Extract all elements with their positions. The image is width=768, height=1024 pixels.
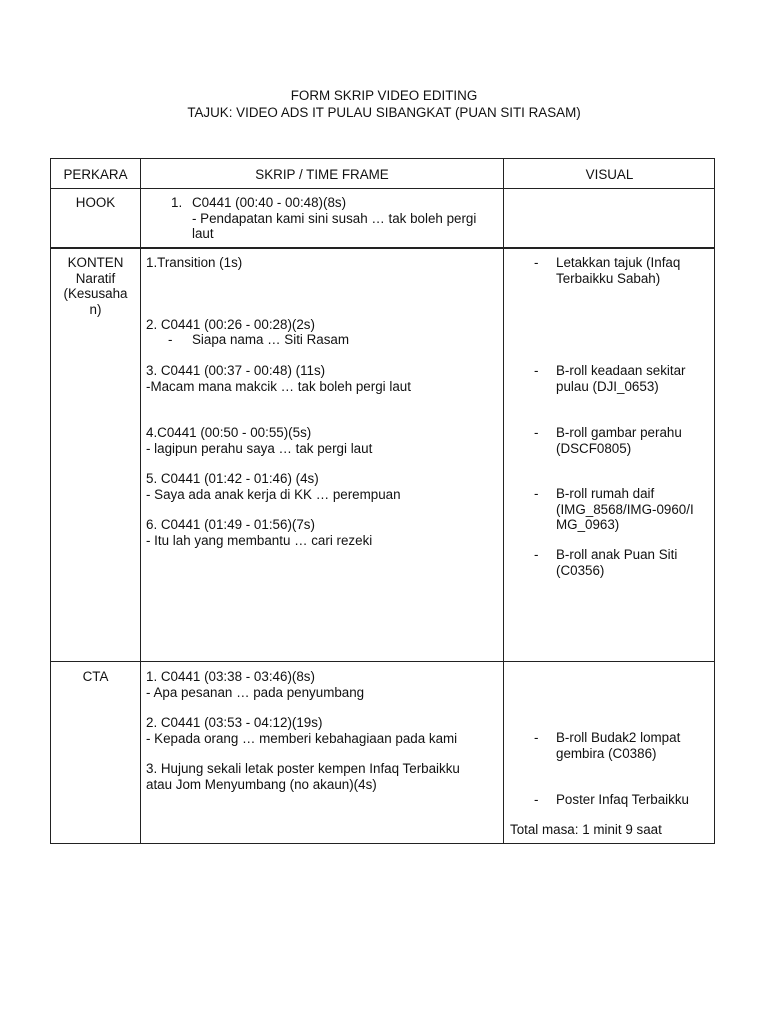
visual-line: B-roll Budak2 lompat	[556, 730, 681, 745]
script-table	[50, 158, 715, 844]
script-line: 6. C0441 (01:49 - 01:56)(7s)	[146, 517, 315, 532]
visual-line: B-roll gambar perahu	[556, 425, 682, 440]
visual-line: B-roll anak Puan Siti	[556, 547, 678, 562]
dash-bullet: -	[168, 332, 173, 347]
row-label-cta: CTA	[82, 669, 109, 684]
row-divider	[51, 247, 714, 249]
total-duration: Total masa: 1 minit 9 saat	[510, 822, 662, 837]
list-number: 1.	[171, 195, 183, 210]
visual-line: (IMG_8568/IMG-0960/I	[556, 501, 694, 517]
row-label-hook: HOOK	[75, 195, 116, 210]
visual-line: B-roll rumah daif	[556, 486, 655, 501]
script-line: - Kepada orang … memberi kebahagiaan pada kami	[146, 730, 458, 746]
column-header-visual: VISUAL	[585, 167, 634, 182]
script-line: -Macam mana makcik … tak boleh pergi laut	[146, 378, 411, 394]
dash-bullet: -	[534, 425, 539, 440]
script-line: 5. C0441 (01:42 - 01:46) (4s)	[146, 471, 319, 486]
script-line: 3. Hujung sekali letak poster kempen Infaq Terbaikku	[146, 761, 460, 776]
row-divider	[51, 188, 714, 189]
script-line: 1.Transition (1s)	[146, 255, 243, 270]
script-line: 4.C0441 (00:50 - 00:55)(5s)	[146, 425, 312, 440]
script-line: 1. C0441 (03:38 - 03:46)(8s)	[146, 669, 315, 684]
cta-script	[146, 669, 501, 839]
script-line: - Apa pesanan … pada penyumbang	[146, 684, 365, 700]
konten-visual	[504, 255, 715, 655]
hook-quote-cont: laut	[192, 226, 214, 241]
column-divider	[140, 159, 141, 843]
dash-bullet: -	[534, 547, 539, 562]
visual-line: MG_0963)	[556, 517, 620, 532]
script-line: - Itu lah yang membantu … cari rezeki	[146, 532, 373, 548]
script-line: - Saya ada anak kerja di KK … perempuan	[146, 486, 401, 502]
visual-line: pulau (DJI_0653)	[556, 378, 659, 394]
document-title: FORM SKRIP VIDEO EDITING	[290, 88, 478, 103]
column-header-skrip: SKRIP / TIME FRAME	[255, 167, 389, 182]
row-label-line: (Kesusaha	[63, 286, 128, 301]
visual-line: Terbaikku Sabah)	[556, 270, 661, 286]
row-label-line: Naratif	[75, 270, 116, 286]
row-label-line: KONTEN	[67, 255, 124, 270]
visual-line: gembira (C0386)	[556, 745, 657, 761]
hook-clip: C0441 (00:40 - 00:48)(8s)	[192, 195, 347, 210]
script-line: Siapa nama … Siti Rasam	[192, 332, 350, 347]
row-label-line: n)	[89, 301, 102, 317]
dash-bullet: -	[534, 730, 539, 745]
visual-line: B-roll keadaan sekitar	[556, 363, 686, 378]
script-line: - lagipun perahu saya … tak pergi laut	[146, 440, 373, 456]
visual-line: Letakkan tajuk (Infaq	[556, 255, 681, 270]
script-line: 2. C0441 (03:53 - 04:12)(19s)	[146, 715, 323, 730]
visual-line: (C0356)	[556, 562, 605, 578]
script-line: atau Jom Menyumbang (no akaun)(4s)	[146, 776, 377, 792]
dash-bullet: -	[534, 486, 539, 501]
hook-quote: - Pendapatan kami sini susah … tak boleh pergi	[192, 210, 477, 226]
row-divider	[51, 661, 714, 662]
script-line: 3. C0441 (00:37 - 00:48) (11s)	[146, 363, 326, 378]
dash-bullet: -	[534, 792, 539, 807]
konten-script	[146, 255, 501, 655]
document-subtitle: TAJUK: VIDEO ADS IT PULAU SIBANGKAT (PUAN SITI RASAM)	[187, 105, 581, 120]
cta-visual	[504, 669, 715, 844]
column-header-perkara: PERKARA	[63, 167, 128, 182]
visual-line: (DSCF0805)	[556, 440, 632, 456]
dash-bullet: -	[534, 363, 539, 378]
visual-line: Poster Infaq Terbaikku	[556, 792, 689, 807]
script-line: 2. C0441 (00:26 - 00:28)(2s)	[146, 317, 315, 332]
row-label-konten	[51, 255, 140, 317]
dash-bullet: -	[534, 255, 539, 270]
